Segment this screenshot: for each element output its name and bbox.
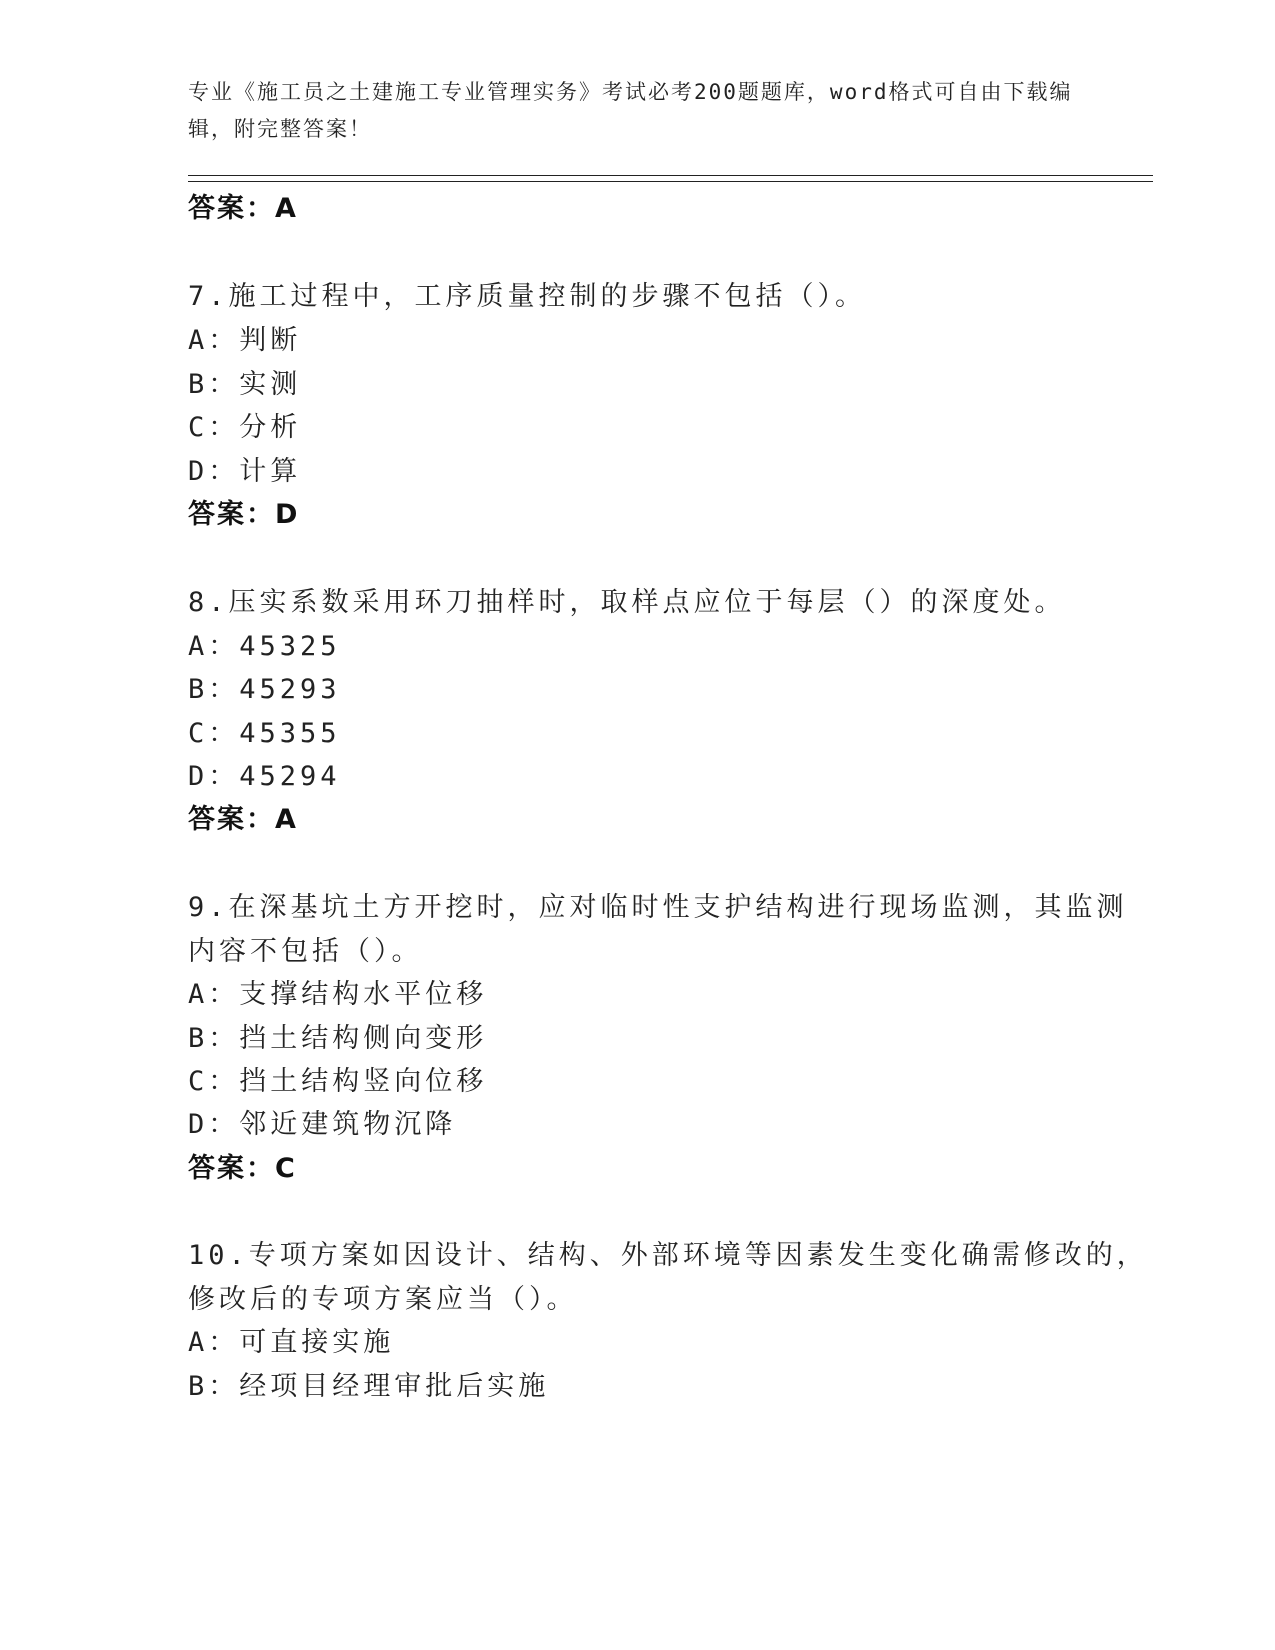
question-9-option-b: B：挡土结构侧向变形 (188, 1023, 488, 1054)
question-7-option-a: A：判断 (188, 325, 302, 356)
document-header: 专业《施工员之土建施工专业管理实务》考试必考200题题库，word格式可自由下载编辑，附完整答案！ (188, 80, 1073, 141)
question-7-option-d: D：计算 (188, 456, 302, 487)
previous-answer: 答案：A (188, 193, 298, 224)
question-8-option-a: A：45325 (188, 631, 341, 662)
question-10-option-b: B：经项目经理审批后实施 (188, 1371, 550, 1402)
header-rule-bottom (188, 181, 1153, 182)
question-8-option-c: C：45355 (188, 718, 341, 749)
question-7-stem: 7.施工过程中，工序质量控制的步骤不包括（）。 (188, 281, 867, 312)
question-9-option-c: C：挡土结构竖向位移 (188, 1066, 488, 1097)
question-9-answer: 答案：C (188, 1153, 297, 1184)
question-8-stem: 8.压实系数采用环刀抽样时，取样点应位于每层（）的深度处。 (188, 587, 1066, 618)
question-10-option-a: A：可直接实施 (188, 1327, 395, 1358)
question-9-stem-line-2: 内容不包括（）。 (188, 936, 423, 967)
question-7-answer: 答案：D (188, 499, 300, 530)
question-10-stem-line-1: 10.专项方案如因设计、结构、外部环境等因素发生变化确需修改的， (188, 1240, 1148, 1271)
question-8-option-b: B：45293 (188, 674, 341, 705)
question-9-option-a: A：支撑结构水平位移 (188, 979, 488, 1010)
question-9-stem-line-1: 9.在深基坑土方开挖时，应对临时性支护结构进行现场监测，其监测 (188, 892, 1128, 923)
question-7-option-b: B：实测 (188, 369, 302, 400)
question-7-option-c: C：分析 (188, 412, 302, 443)
question-9-option-d: D：邻近建筑物沉降 (188, 1109, 457, 1140)
question-10-stem-line-2: 修改后的专项方案应当（）。 (188, 1284, 578, 1315)
question-8-answer: 答案：A (188, 804, 298, 835)
question-8-option-d: D：45294 (188, 761, 341, 792)
header-rule-top (188, 175, 1153, 176)
